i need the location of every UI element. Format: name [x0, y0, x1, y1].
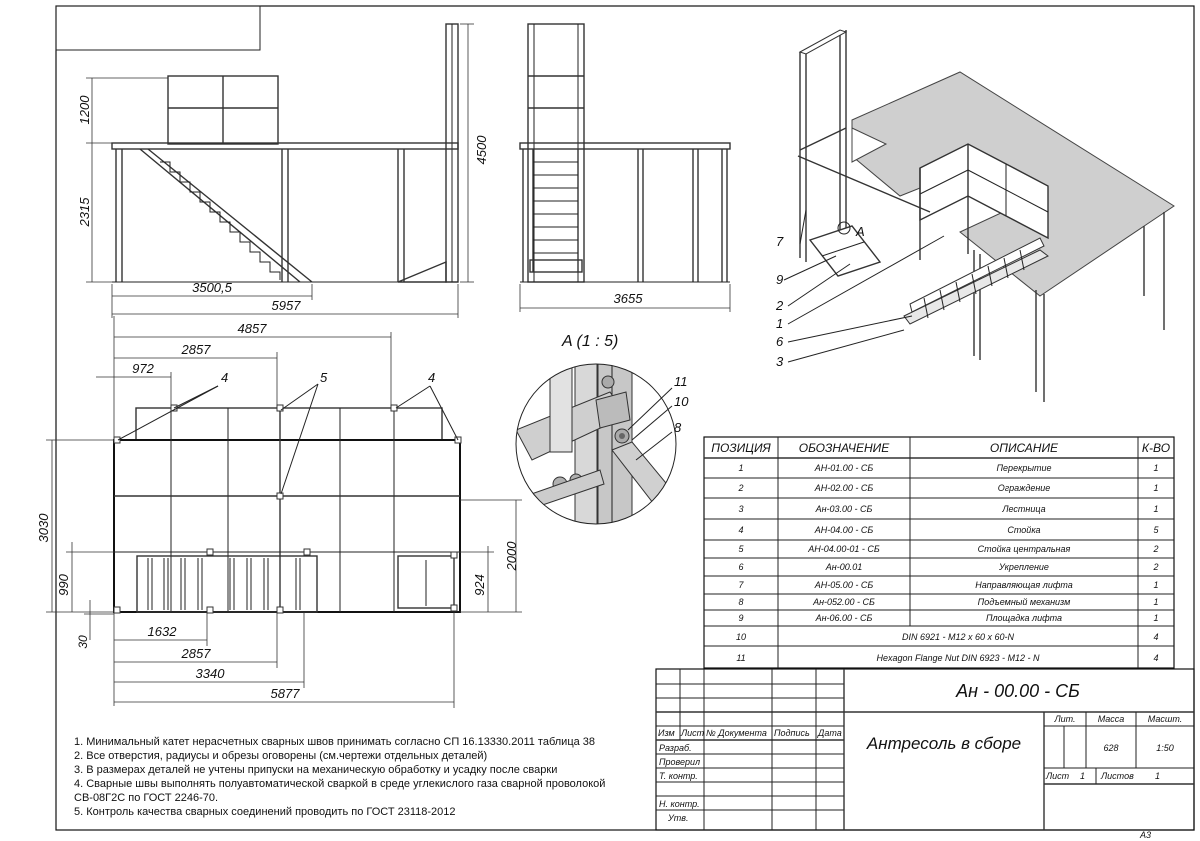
note-5: 5. Контроль качества сварных соединений проводить по ГОСТ 23118-2012 [74, 806, 456, 818]
tb-col-date: Дата [818, 728, 842, 738]
callout-4-right: 4 [428, 370, 436, 385]
note-4-cont: СВ-08Г2С по ГОСТ 2246-70. [74, 792, 219, 804]
note-1: 1. Минимальный катет нерасчетных сварных швов принимать согласно СП 16.13330.2011 таблица 38 [74, 736, 596, 748]
dim-3340: 3340 [195, 666, 225, 681]
tb-scale-value: 1:50 [1156, 743, 1174, 753]
detail-callout-10: 10 [674, 394, 689, 409]
iso-callout-3: 3 [776, 354, 784, 369]
detail-callout-8: 8 [674, 420, 682, 435]
bom-row-6-designation: Ан-00.01 [825, 562, 863, 572]
tb-row-razrab: Разраб. [659, 743, 692, 753]
dim-5957: 5957 [271, 298, 301, 313]
bom-row-1-pos: 1 [738, 463, 744, 473]
bom-row-7-qty: 1 [1153, 580, 1159, 590]
technical-notes [74, 736, 605, 818]
sheet-format: А3 [1140, 830, 1152, 840]
title-block [656, 669, 1194, 830]
dim-972: 972 [132, 361, 154, 376]
bom-row-11-description: Hexagon Flange Nut DIN 6923 - M12 - N [876, 653, 1040, 663]
iso-callout-1: 1 [776, 316, 784, 331]
tb-row-prover: Проверил [659, 757, 701, 767]
dim-4500: 4500 [474, 135, 489, 165]
bom-row-1-qty: 1 [1153, 463, 1159, 473]
dim-2315: 2315 [77, 197, 92, 227]
bom-row-8-qty: 1 [1153, 597, 1159, 607]
corner-stamp [56, 6, 260, 50]
bom-row-3-pos: 3 [738, 504, 744, 514]
detail-title: A (1 : 5) [562, 333, 619, 350]
bom-row-5-qty: 2 [1153, 544, 1159, 554]
iso-label-a: A [856, 224, 865, 239]
plan-view [36, 316, 522, 708]
dim-30: 30 [76, 635, 90, 649]
bom-row-7-designation: АН-05.00 - СБ [814, 580, 874, 590]
bom-row-3-description: Лестница [1002, 504, 1046, 514]
iso-callout-9: 9 [776, 272, 784, 287]
dim-2000: 2000 [504, 541, 519, 571]
bom-row-9-description: Площадка лифта [985, 613, 1063, 623]
note-2: 2. Все отверстия, радиусы и обрезы оговорены (см.чертежи отдельных деталей) [74, 750, 488, 762]
dim-4857: 4857 [237, 321, 267, 336]
bom-row-5-description: Стойка центральная [977, 544, 1071, 554]
side-ladder [530, 149, 582, 272]
tb-row-nkontr: Н. контр. [659, 799, 700, 809]
bom-row-2-qty: 1 [1153, 483, 1159, 493]
tb-sheets-label: Листов [1101, 771, 1134, 781]
plan-outline [114, 440, 460, 612]
dim-3655: 3655 [613, 291, 643, 306]
bom-row-9-designation: Ан-06.00 - СБ [815, 613, 873, 623]
bom-row-11-pos: 11 [736, 653, 746, 663]
bom-row-8-description: Подъемный механизм [977, 597, 1071, 607]
bom-row-8-designation: Ан-052.00 - СБ [813, 597, 875, 607]
bom-row-2-pos: 2 [738, 483, 744, 493]
front-stair [140, 149, 312, 282]
dim-1632: 1632 [147, 624, 177, 639]
note-4: 4. Сварные швы выполнять полуавтоматической сваркой в среде углекислого газа сварной проволокой [74, 778, 606, 790]
side-deck [520, 143, 730, 149]
front-deck [112, 143, 458, 149]
bom-row-10-description: DIN 6921 - M12 x 60 x 60-N [901, 632, 1015, 642]
tb-col-list: Лист [681, 728, 705, 738]
bom-header-qty: К-ВО [1141, 441, 1171, 455]
bom-row-4-pos: 4 [738, 525, 744, 535]
dim-924: 924 [472, 574, 487, 596]
bom-table [704, 437, 1174, 668]
bom-row-4-designation: АН-04.00 - СБ [814, 525, 874, 535]
detail-a [510, 333, 690, 530]
tb-col-doc: № Документа [706, 728, 767, 738]
bom-row-7-description: Направляющая лифта [975, 580, 1073, 590]
side-view [520, 24, 730, 312]
tb-mass-label: Масса [1097, 714, 1125, 724]
bom-row-4-qty: 5 [1153, 525, 1159, 535]
isometric-view [775, 30, 1174, 402]
front-lift-platform [398, 262, 446, 282]
bom-row-9-qty: 1 [1153, 613, 1159, 623]
iso-callout-7: 7 [776, 234, 784, 249]
tb-sheet-label: Лист [1046, 771, 1070, 781]
dim-5877: 5877 [270, 686, 300, 701]
bom-row-1-description: Перекрытие [996, 463, 1052, 473]
bom-row-11-qty: 4 [1153, 653, 1159, 663]
bom-header-position: ПОЗИЦИЯ [711, 441, 771, 455]
tb-col-izm: Изм [658, 728, 675, 738]
dim-1200: 1200 [77, 95, 92, 125]
bom-row-2-description: Ограждение [997, 483, 1051, 493]
tb-lit-label: Лит. [1054, 714, 1076, 724]
bom-row-3-designation: Ан-03.00 - СБ [815, 504, 873, 514]
bom-row-5-pos: 5 [738, 544, 744, 554]
bom-row-1-designation: АН-01.00 - СБ [814, 463, 874, 473]
dim-2857-top: 2857 [181, 342, 211, 357]
title-block-title: Антресоль в сборе [866, 734, 1022, 753]
bom-header-description: ОПИСАНИЕ [989, 441, 1059, 455]
dim-3030: 3030 [36, 513, 51, 543]
bom-row-7-pos: 7 [738, 580, 744, 590]
bom-row-6-description: Укрепление [999, 562, 1049, 572]
iso-callout-2: 2 [776, 298, 784, 313]
bom-row-6-qty: 2 [1153, 562, 1159, 572]
bom-row-4-description: Стойка [1007, 525, 1041, 535]
iso-callout-6: 6 [776, 334, 784, 349]
bom-header-designation: ОБОЗНАЧЕНИЕ [798, 441, 890, 455]
tb-mass-value: 628 [1103, 743, 1119, 753]
tb-sheet-value: 1 [1080, 771, 1086, 781]
dim-2857-bottom: 2857 [181, 646, 211, 661]
bom-row-6-pos: 6 [738, 562, 744, 572]
note-3: 3. В размерах деталей не учтены припуски на механическую обработку и усадку после сварки [74, 764, 558, 776]
tb-row-utv: Утв. [668, 813, 689, 823]
plan-railing-top [136, 408, 442, 440]
tb-sheets-value: 1 [1155, 771, 1161, 781]
callout-5: 5 [320, 370, 328, 385]
tb-row-tkontr: Т. контр. [659, 771, 698, 781]
detail-callout-11: 11 [674, 374, 688, 389]
bom-row-5-designation: АН-04.00-01 - СБ [808, 544, 880, 554]
bom-row-2-designation: АН-02.00 - СБ [814, 483, 874, 493]
plan-stair [137, 556, 317, 612]
bom-row-9-pos: 9 [738, 613, 744, 623]
bom-row-10-pos: 10 [735, 632, 747, 642]
tb-scale-label: Масшт. [1147, 714, 1183, 724]
side-lift-guide [528, 24, 584, 282]
bom-row-10-qty: 4 [1153, 632, 1159, 642]
dim-3500-5: 3500,5 [192, 280, 232, 295]
dim-990: 990 [56, 574, 71, 596]
tb-col-sign: Подпись [774, 728, 810, 738]
title-block-doc-number: Ан - 00.00 - СБ [956, 681, 1080, 701]
front-view [77, 24, 489, 318]
bom-row-8-pos: 8 [738, 597, 744, 607]
bom-row-3-qty: 1 [1153, 504, 1159, 514]
callout-4-left: 4 [221, 370, 229, 385]
